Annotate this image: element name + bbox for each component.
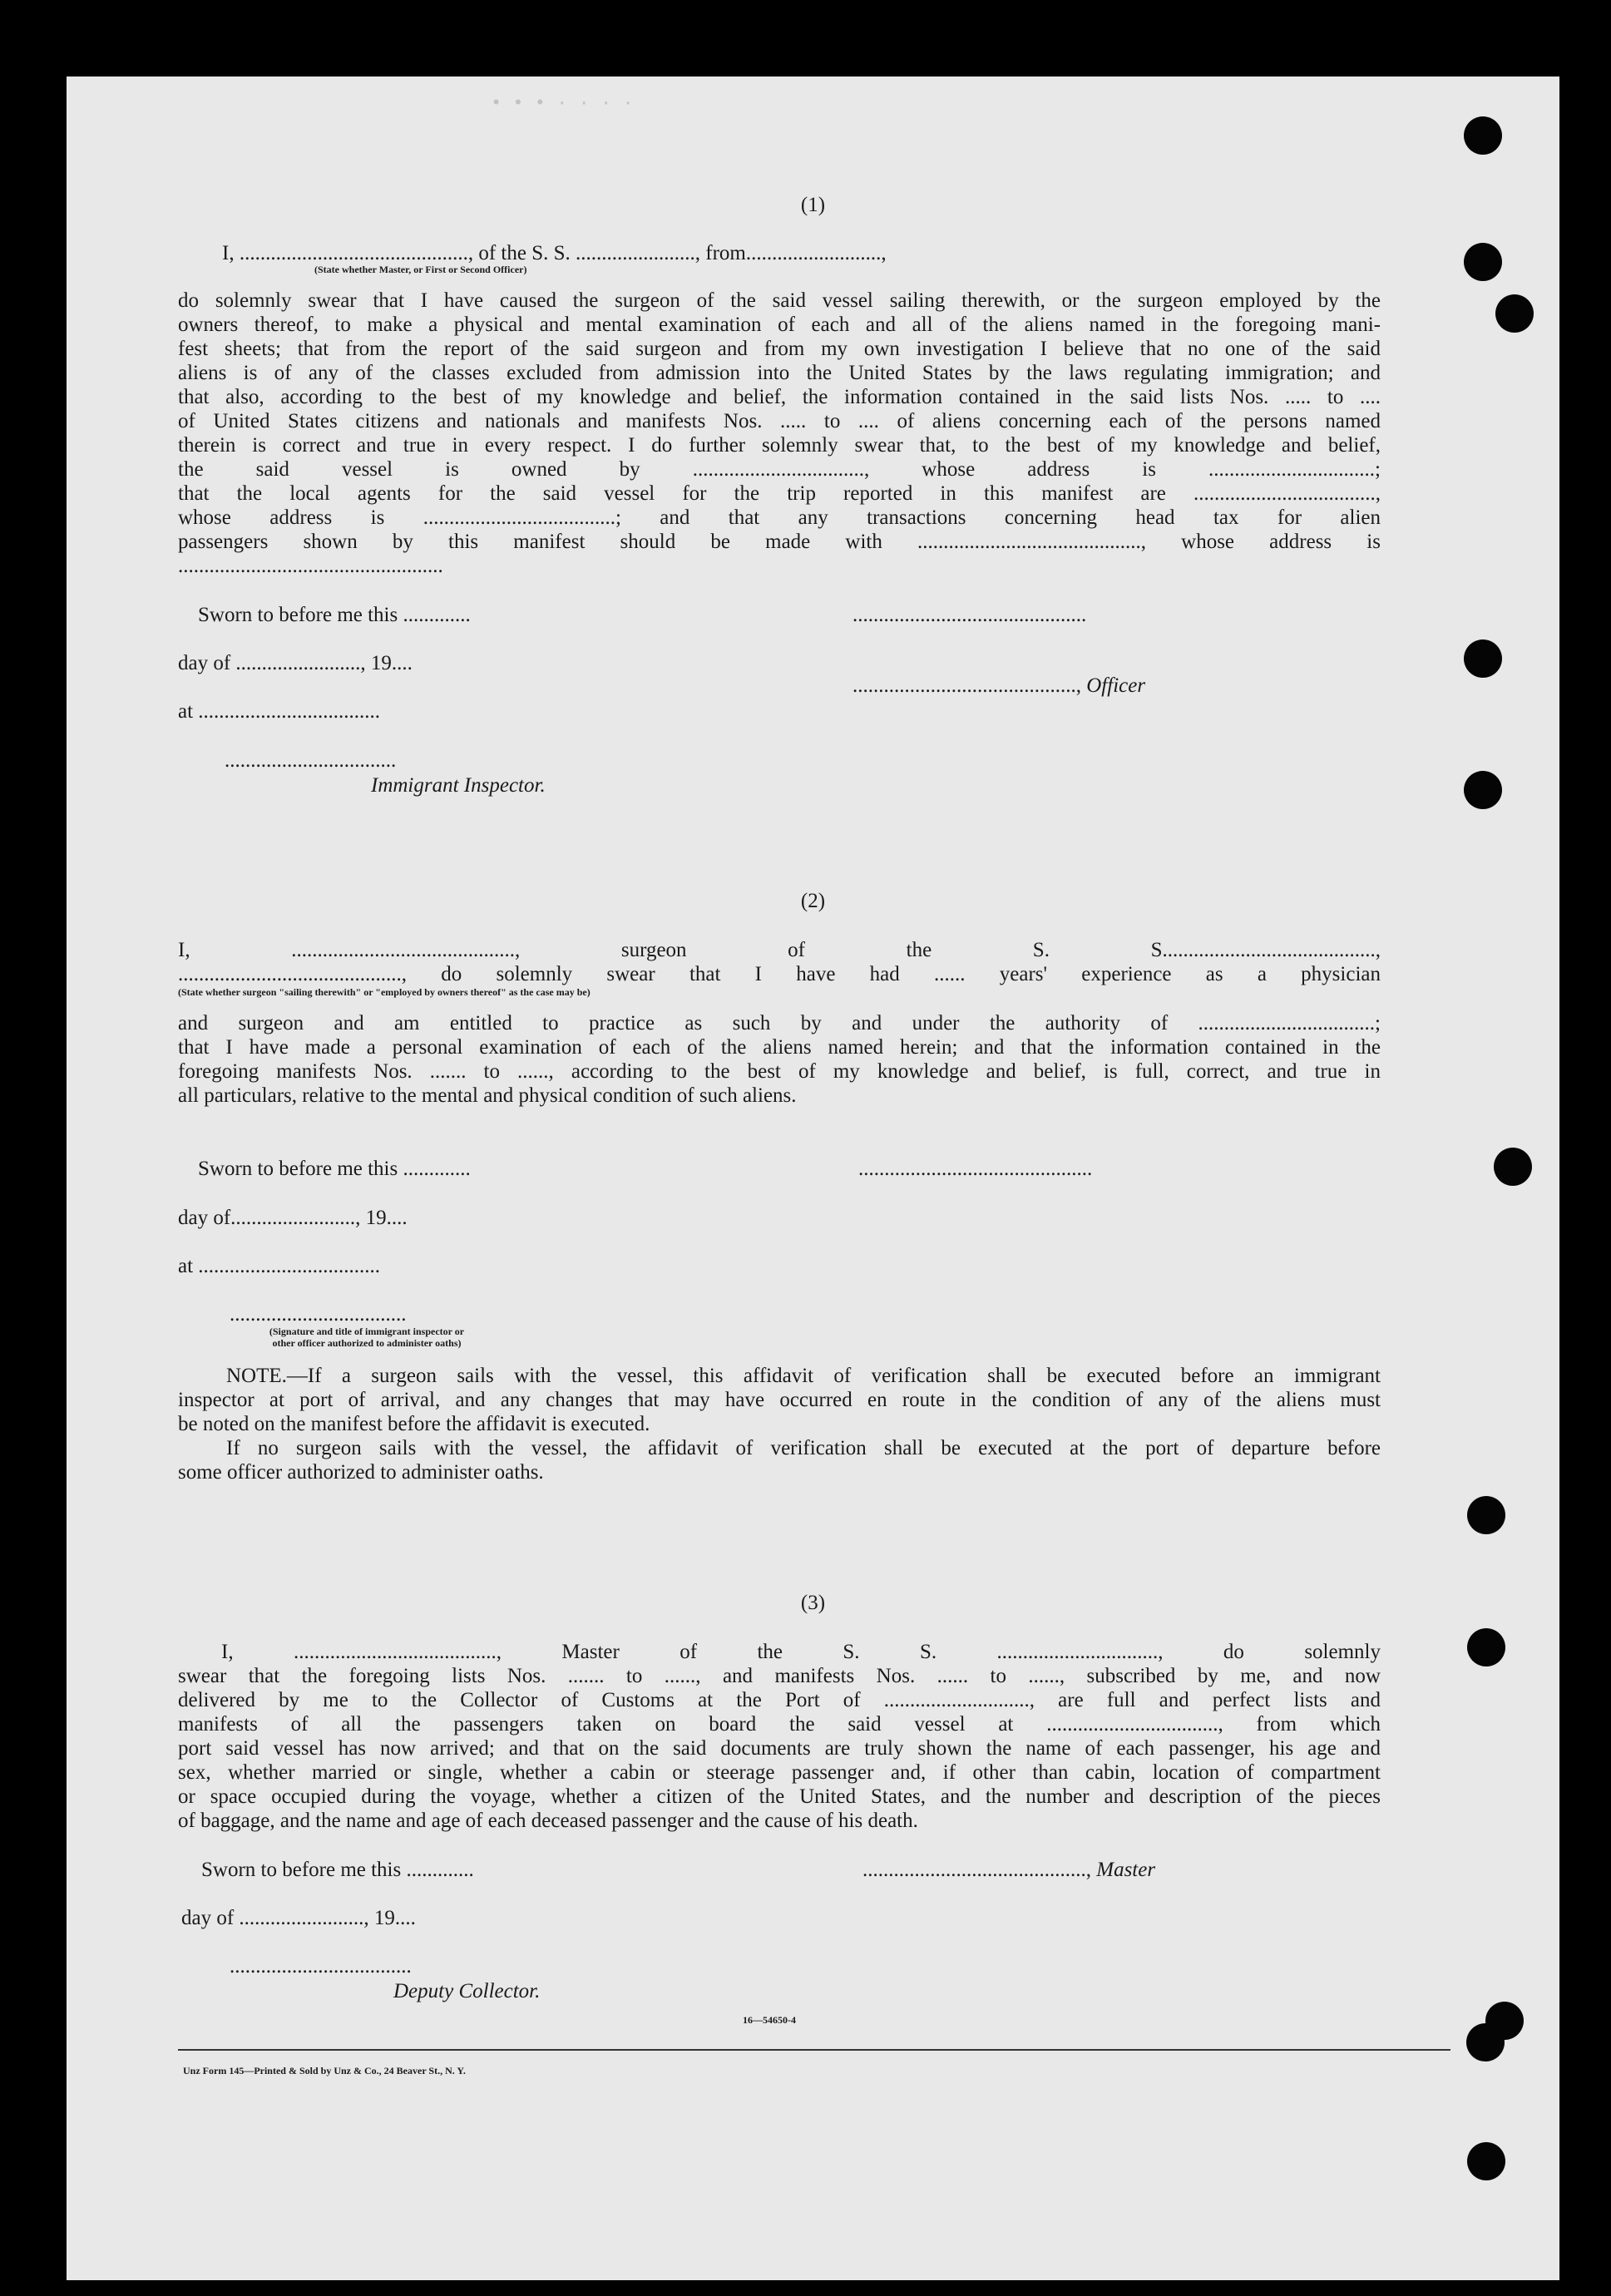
binder-hole [1467,2142,1505,2180]
section-1-inspector-signature-line: ................................. [225,749,397,772]
oath-line: all particulars, relative to the mental and physical condition of such aliens. [178,1084,797,1107]
section-3-master-signature: ..........................................., Master [862,1859,1156,1881]
oath-line: whose address is .....................................; and that any transactions concerning head tax for alien [178,506,1381,529]
oath-line: delivered by me to the Collector of Customs at the Port of ............................, are full and perfect lists and [178,1689,1381,1711]
section-1-sworn-line: Sworn to before me this ............. [198,604,471,626]
oath-line: I, ......................................., Master of the S. S. ..............................., do solemnly [221,1641,1381,1663]
section-3-collector-signature-line: ................................... [230,1955,412,1978]
note-line: If no surgeon sails with the vessel, the affidavit of verification shall be executed at the port of departure before [226,1437,1381,1459]
surgeon-line: ..........................................., do solemnly swear that I have had ...... years' experience as a physician [178,963,1381,985]
oath-line: of baggage, and the name and age of each deceased passenger and the cause of his death. [178,1810,918,1832]
binder-hole [1494,1148,1532,1186]
binder-hole [1464,243,1502,281]
oath-line: and surgeon and am entitled to practice as such by and under the authority of ..................................; [178,1012,1381,1034]
form-code: 16—54650-4 [743,2014,796,2026]
binder-hole [1464,639,1502,678]
binder-hole [1467,1628,1505,1666]
verification-note [178,1364,1381,1484]
note-line: be noted on the manifest before the affidavit is executed. [178,1413,650,1435]
section-2-signature-line: .................................. [230,1303,407,1326]
oath-line: the said vessel is owned by ................................., whose address is ................................; [178,458,1381,481]
oath-line: sex, whether married or single, whether a cabin or steerage passenger and, if other than cabin, location of compartment [178,1761,1381,1784]
section-2-at-line: at ................................... [178,1255,381,1277]
section-2-day-line: day of........................, 19.... [178,1207,408,1229]
footer-rule [178,2049,1450,2051]
section-1-number: (1) [800,194,826,216]
surgeon-line: I, ..........................................., surgeon of the S. S........................................., [178,939,1381,961]
oath-line: that also, according to the best of my knowledge and belief, the information contained in the said lists Nos. ..... to .... [178,386,1381,408]
oath-line: fest sheets; that from the report of the said surgeon and from my own investigation I believe that no one of the said [178,338,1381,360]
section-1-at-line: at ................................... [178,700,381,723]
oath-line: that the local agents for the said vessel for the trip reported in this manifest are ..................................., [178,482,1381,505]
section-2-right-signature-line: ............................................. [858,1158,1093,1180]
section-2-number: (2) [800,890,826,912]
note-line: some officer authorized to administer oaths. [178,1461,544,1484]
section-1-signature-line: ............................................. [852,604,1087,626]
section-2-surgeon-note: (State whether surgeon "sailing therewith" or "employed by owners thereof" as the case may be) [178,986,591,998]
oath-line: that I have made a personal examination of each of the aliens named herein; and that the information contained in the [178,1036,1381,1059]
binder-hole [1467,1496,1505,1534]
document-page [67,77,1559,2280]
oath-line: swear that the foregoing lists Nos. ....... to ......, and manifests Nos. ...... to ......, subscribed by me, and now [178,1665,1381,1687]
section-3-day-line: day of ........................, 19.... [181,1907,416,1929]
section-3-sworn-line: Sworn to before me this ............. [201,1859,474,1881]
section-1-day-line: day of ........................, 19.... [178,652,413,674]
oath-line: port said vessel has now arrived; and that on the said documents are truly shown the name of each passenger, his age and [178,1737,1381,1760]
section-3-collector-title: Deputy Collector. [393,1980,541,2002]
section-1-officer-signature: ..........................................., Officer [852,674,1146,697]
oath-line: of United States citizens and nationals and manifests Nos. ..... to .... of aliens concerning each of the persons named [178,410,1381,432]
section-3-number: (3) [800,1592,826,1614]
section-2-opening [178,938,1381,986]
section-1-inspector-title: Immigrant Inspector. [371,774,546,797]
section-1-oath-paragraph [178,289,1381,578]
section-1-officer-note: (State whether Master, or First or Second Officer) [314,264,527,275]
printer-footer: Unz Form 145—Printed & Sold by Unz & Co., 24 Beaver St., N. Y. [183,2065,466,2076]
oath-line: or space occupied during the voyage, whether a citizen of the United States, and the number and description of the pieces [178,1785,1381,1808]
note-line: inspector at port of arrival, and any changes that may have occurred en route in the condition of any of the aliens must [178,1389,1381,1411]
oath-line: aliens is of any of the classes excluded from admission into the United States by the laws regulating immigration; and [178,362,1381,384]
section-2-oath-paragraph [178,1011,1381,1108]
oath-line: do solemnly swear that I have caused the surgeon of the said vessel sailing therewith, or the surgeon employed by the [178,289,1381,312]
binder-hole [1464,116,1502,155]
section-2-sworn-line: Sworn to before me this ............. [198,1158,471,1180]
bleed-through-text: • • • · · · · [491,93,634,114]
section-3-oath-paragraph [178,1640,1381,1833]
note-line: NOTE.—If a surgeon sails with the vessel, this affidavit of verification shall be executed before an immigrant [226,1365,1381,1387]
oath-line: passengers shown by this manifest should be made with ..........................................., whose address is [178,531,1381,553]
section-1-opening-line: I, ............................................, of the S. S. ......................., from.........................., [222,242,887,264]
oath-line: owners thereof, to make a physical and mental examination of each and all of the aliens named in the foregoing mani- [178,314,1381,336]
section-2-signature-note: (Signature and title of immigrant inspector or other officer authorized to administer oaths) [269,1326,465,1349]
oath-line: therein is correct and true in every respect. I do further solemnly swear that, to the best of my knowledge and belief, [178,434,1381,457]
oath-line: manifests of all the passengers taken on board the said vessel at ................................., from which [178,1713,1381,1736]
binder-hole [1466,2023,1505,2061]
oath-line: ................................................... [178,555,443,577]
oath-line: foregoing manifests Nos. ....... to ......, according to the best of my knowledge and belief, is full, correct, and true in [178,1060,1381,1083]
binder-hole [1464,771,1502,809]
binder-hole [1495,294,1534,333]
